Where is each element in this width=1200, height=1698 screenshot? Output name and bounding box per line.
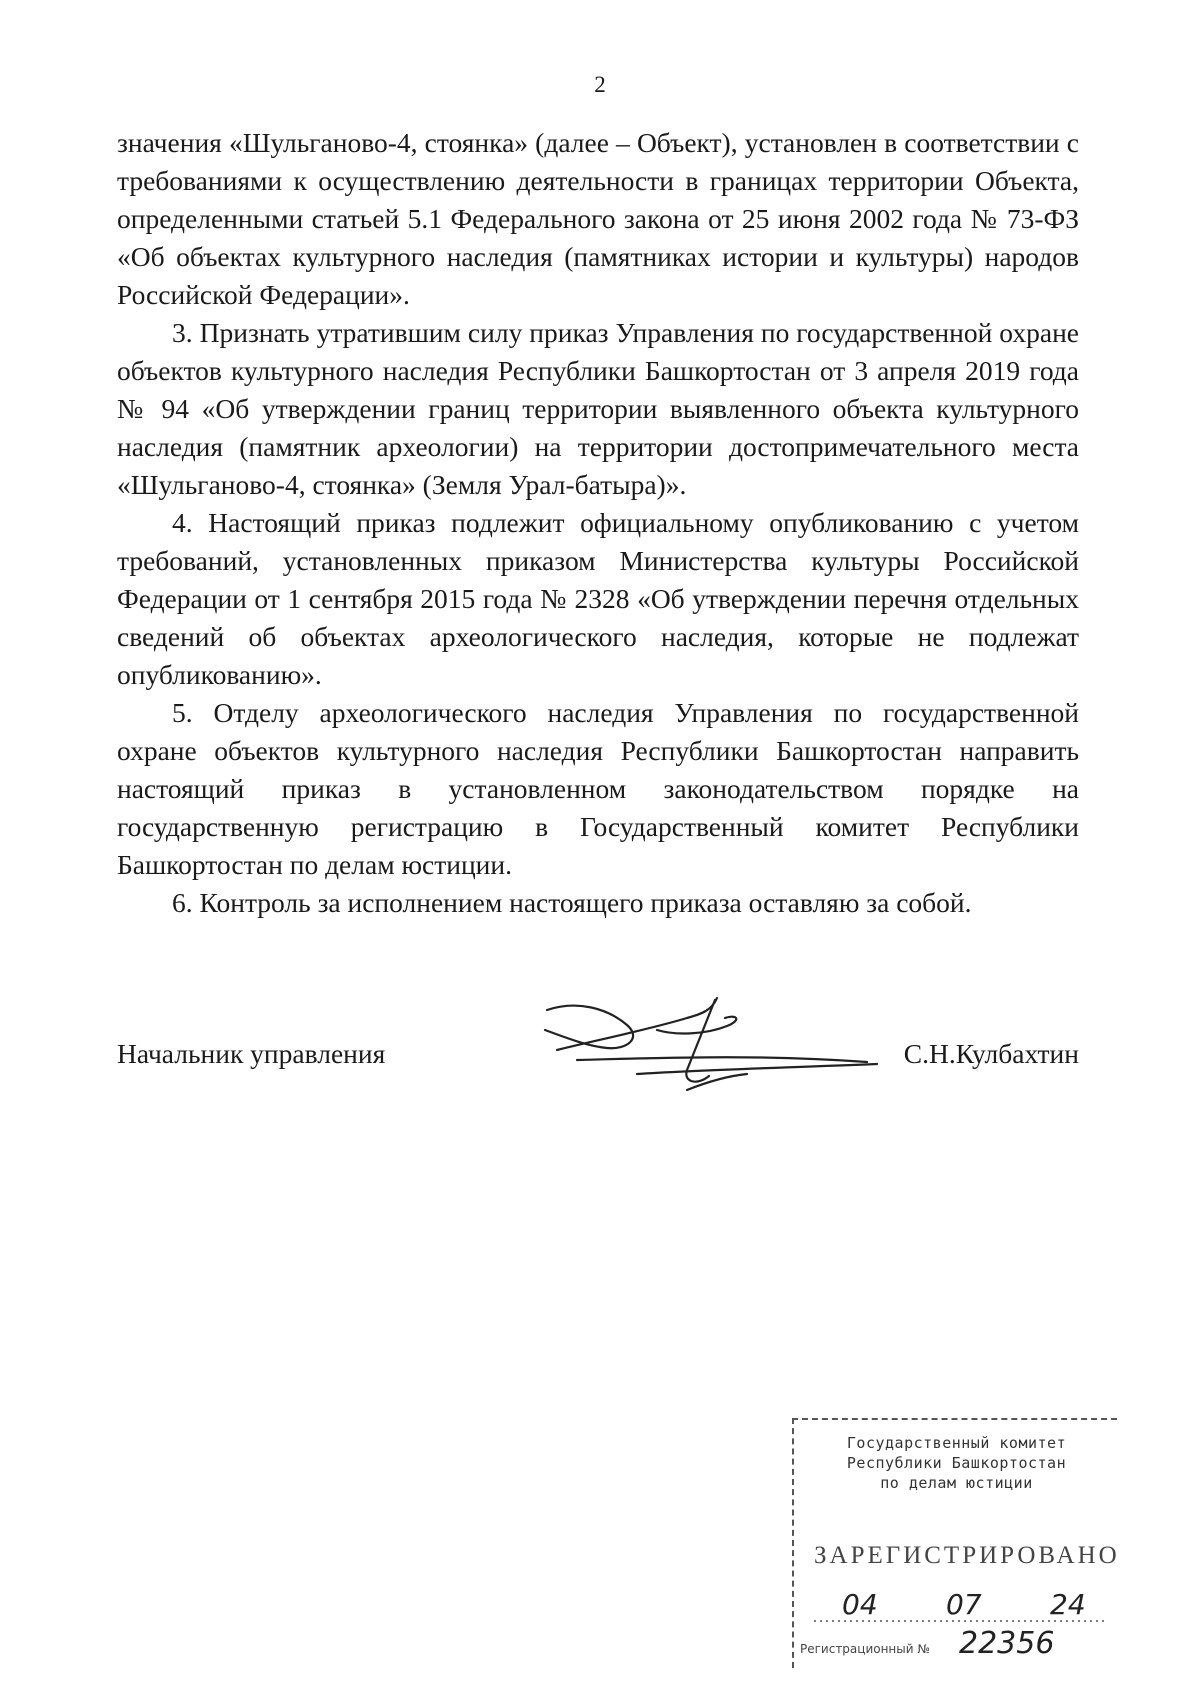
signature-block [117,1020,1079,1120]
stamp-date-dotted-line [814,1618,1104,1624]
stamp-date-month: 07 [946,1588,982,1621]
handwritten-signature [537,990,897,1100]
paragraph-item-4: 4. Настоящий приказ подлежит официальному опубликованию с учетом требований, установленных приказом Министерства культуры Российской Федерации от 1 сентября 2015 года № 2328 «Об утверждении перечня отдельных сведений об объектах археологического наследия, которые не подлежат опубликованию». [117,507,1079,690]
paragraph-item-6: 6. Контроль за исполнением настоящего приказа оставляю за собой. [172,887,972,918]
stamp-regno-value: 22356 [959,1626,1055,1661]
document-body [117,124,1079,922]
page-number: 2 [594,72,606,97]
stamp-registered-label: ЗАРЕГИСТРИРОВАНО [814,1542,1120,1569]
stamp-line-1: Государственный комитет [846,1434,1067,1452]
stamp-line-3: по делам юстиции [880,1474,1033,1492]
paragraph-continuation: значения «Шульганово-4, стоянка» (далее – Объект), установлен в соответствии с требованиями к осуществлению деятельности в границах территории Объекта, определенными статьей 5.1 Федерального закона от 25 июня 2002 года № 73-ФЗ «Об объектах культурного наследия (памятниках истории и культуры) народов Российской Федерации». [117,127,1079,310]
stamp-date-year: 24 [1050,1588,1086,1621]
stamp-date-day: 04 [842,1588,878,1621]
signatory-name: С.Н.Кулбахтин [903,1038,1079,1069]
stamp-regno-label: Регистрационный № [800,1642,930,1656]
paragraph-item-3: 3. Признать утратившим силу приказ Управления по государственной охране объектов культурного наследия Республики Башкортостан от 3 апреля 2019 года № 94 «Об утверждении границ территории выявленного объекта культурного наследия (памятник археологии) на территории достопримечательного места «Шульганово-4, стоянка» (Земля Урал-батыра)». [117,317,1079,500]
registration-stamp [792,1418,1120,1668]
signatory-title: Начальник управления [117,1038,386,1069]
stamp-date [814,1588,1104,1628]
paragraph-item-5: 5. Отделу археологического наследия Управления по государственной охране объектов культурного наследия Республики Башкортостан направить настоящий приказ в установленном законодательством порядке на государственную регистрацию в Государственный комитет Республики Башкортостан по делам юстиции. [117,697,1079,880]
stamp-line-2: Республики Башкортостан [846,1454,1067,1472]
